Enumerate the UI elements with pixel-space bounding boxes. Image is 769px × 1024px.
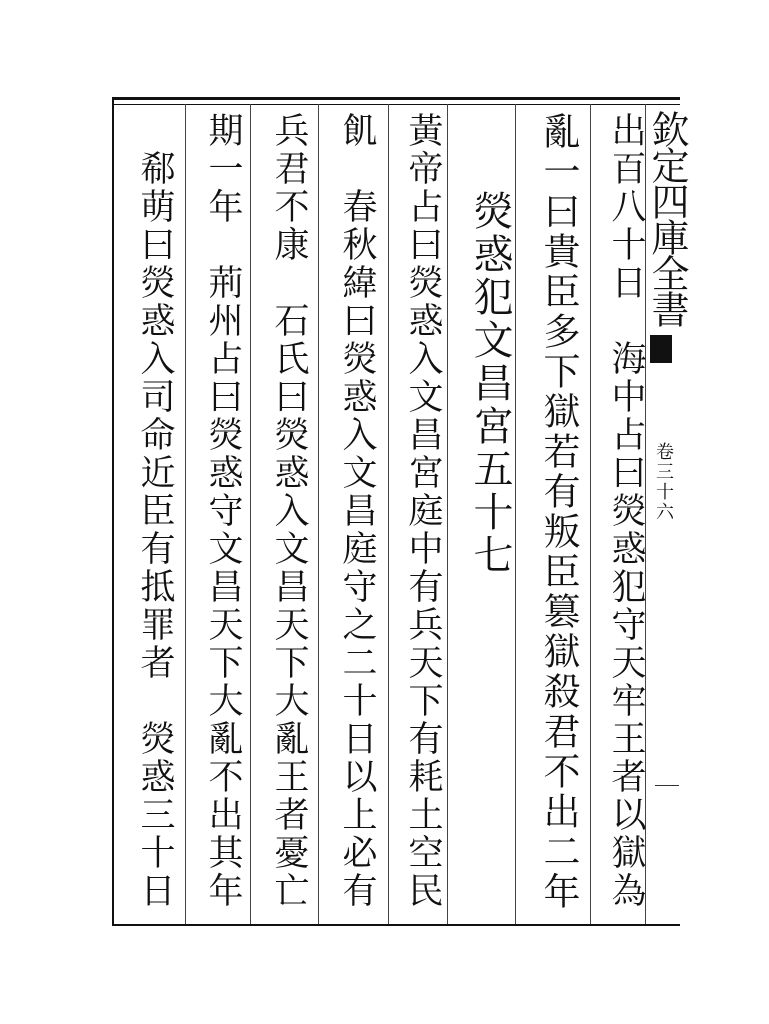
text-column-1: 出百八十日 海中占曰熒惑犯守天牢王者以獄為 xyxy=(606,112,646,910)
column-divider xyxy=(185,104,186,924)
volume-number: 卷三十六 xyxy=(653,442,674,522)
text-column-8: 郗萌曰熒惑入司命近臣有抵罪者 熒惑三十日 xyxy=(135,150,175,910)
text-column-5: 飢 春秋緯曰熒惑入文昌庭守之二十日以上必有 xyxy=(337,112,377,910)
section-heading: 熒惑犯文昌宮五十七 xyxy=(467,190,513,577)
text-column-4: 黃帝占曰熒惑入文昌宮庭中有兵天下有耗土空民 xyxy=(403,112,443,910)
book-title: 欽定四庫全書 xyxy=(645,110,689,326)
text-column-6: 兵君不康 石氏曰熒惑入文昌天下大亂王者憂亡 xyxy=(269,112,309,910)
text-column-2: 亂一曰貴臣多下獄若有叛臣篡獄殺君不出二年 xyxy=(537,112,580,912)
bottom-border xyxy=(112,924,680,926)
margin-tick xyxy=(655,785,679,786)
left-border xyxy=(112,100,114,926)
text-column-7: 期一年 荊州占曰熒惑守文昌天下大亂不出其年 xyxy=(203,112,243,910)
column-divider xyxy=(590,104,591,924)
top-border-thin xyxy=(112,104,680,105)
top-border-thick xyxy=(112,97,680,100)
column-divider xyxy=(388,104,389,924)
